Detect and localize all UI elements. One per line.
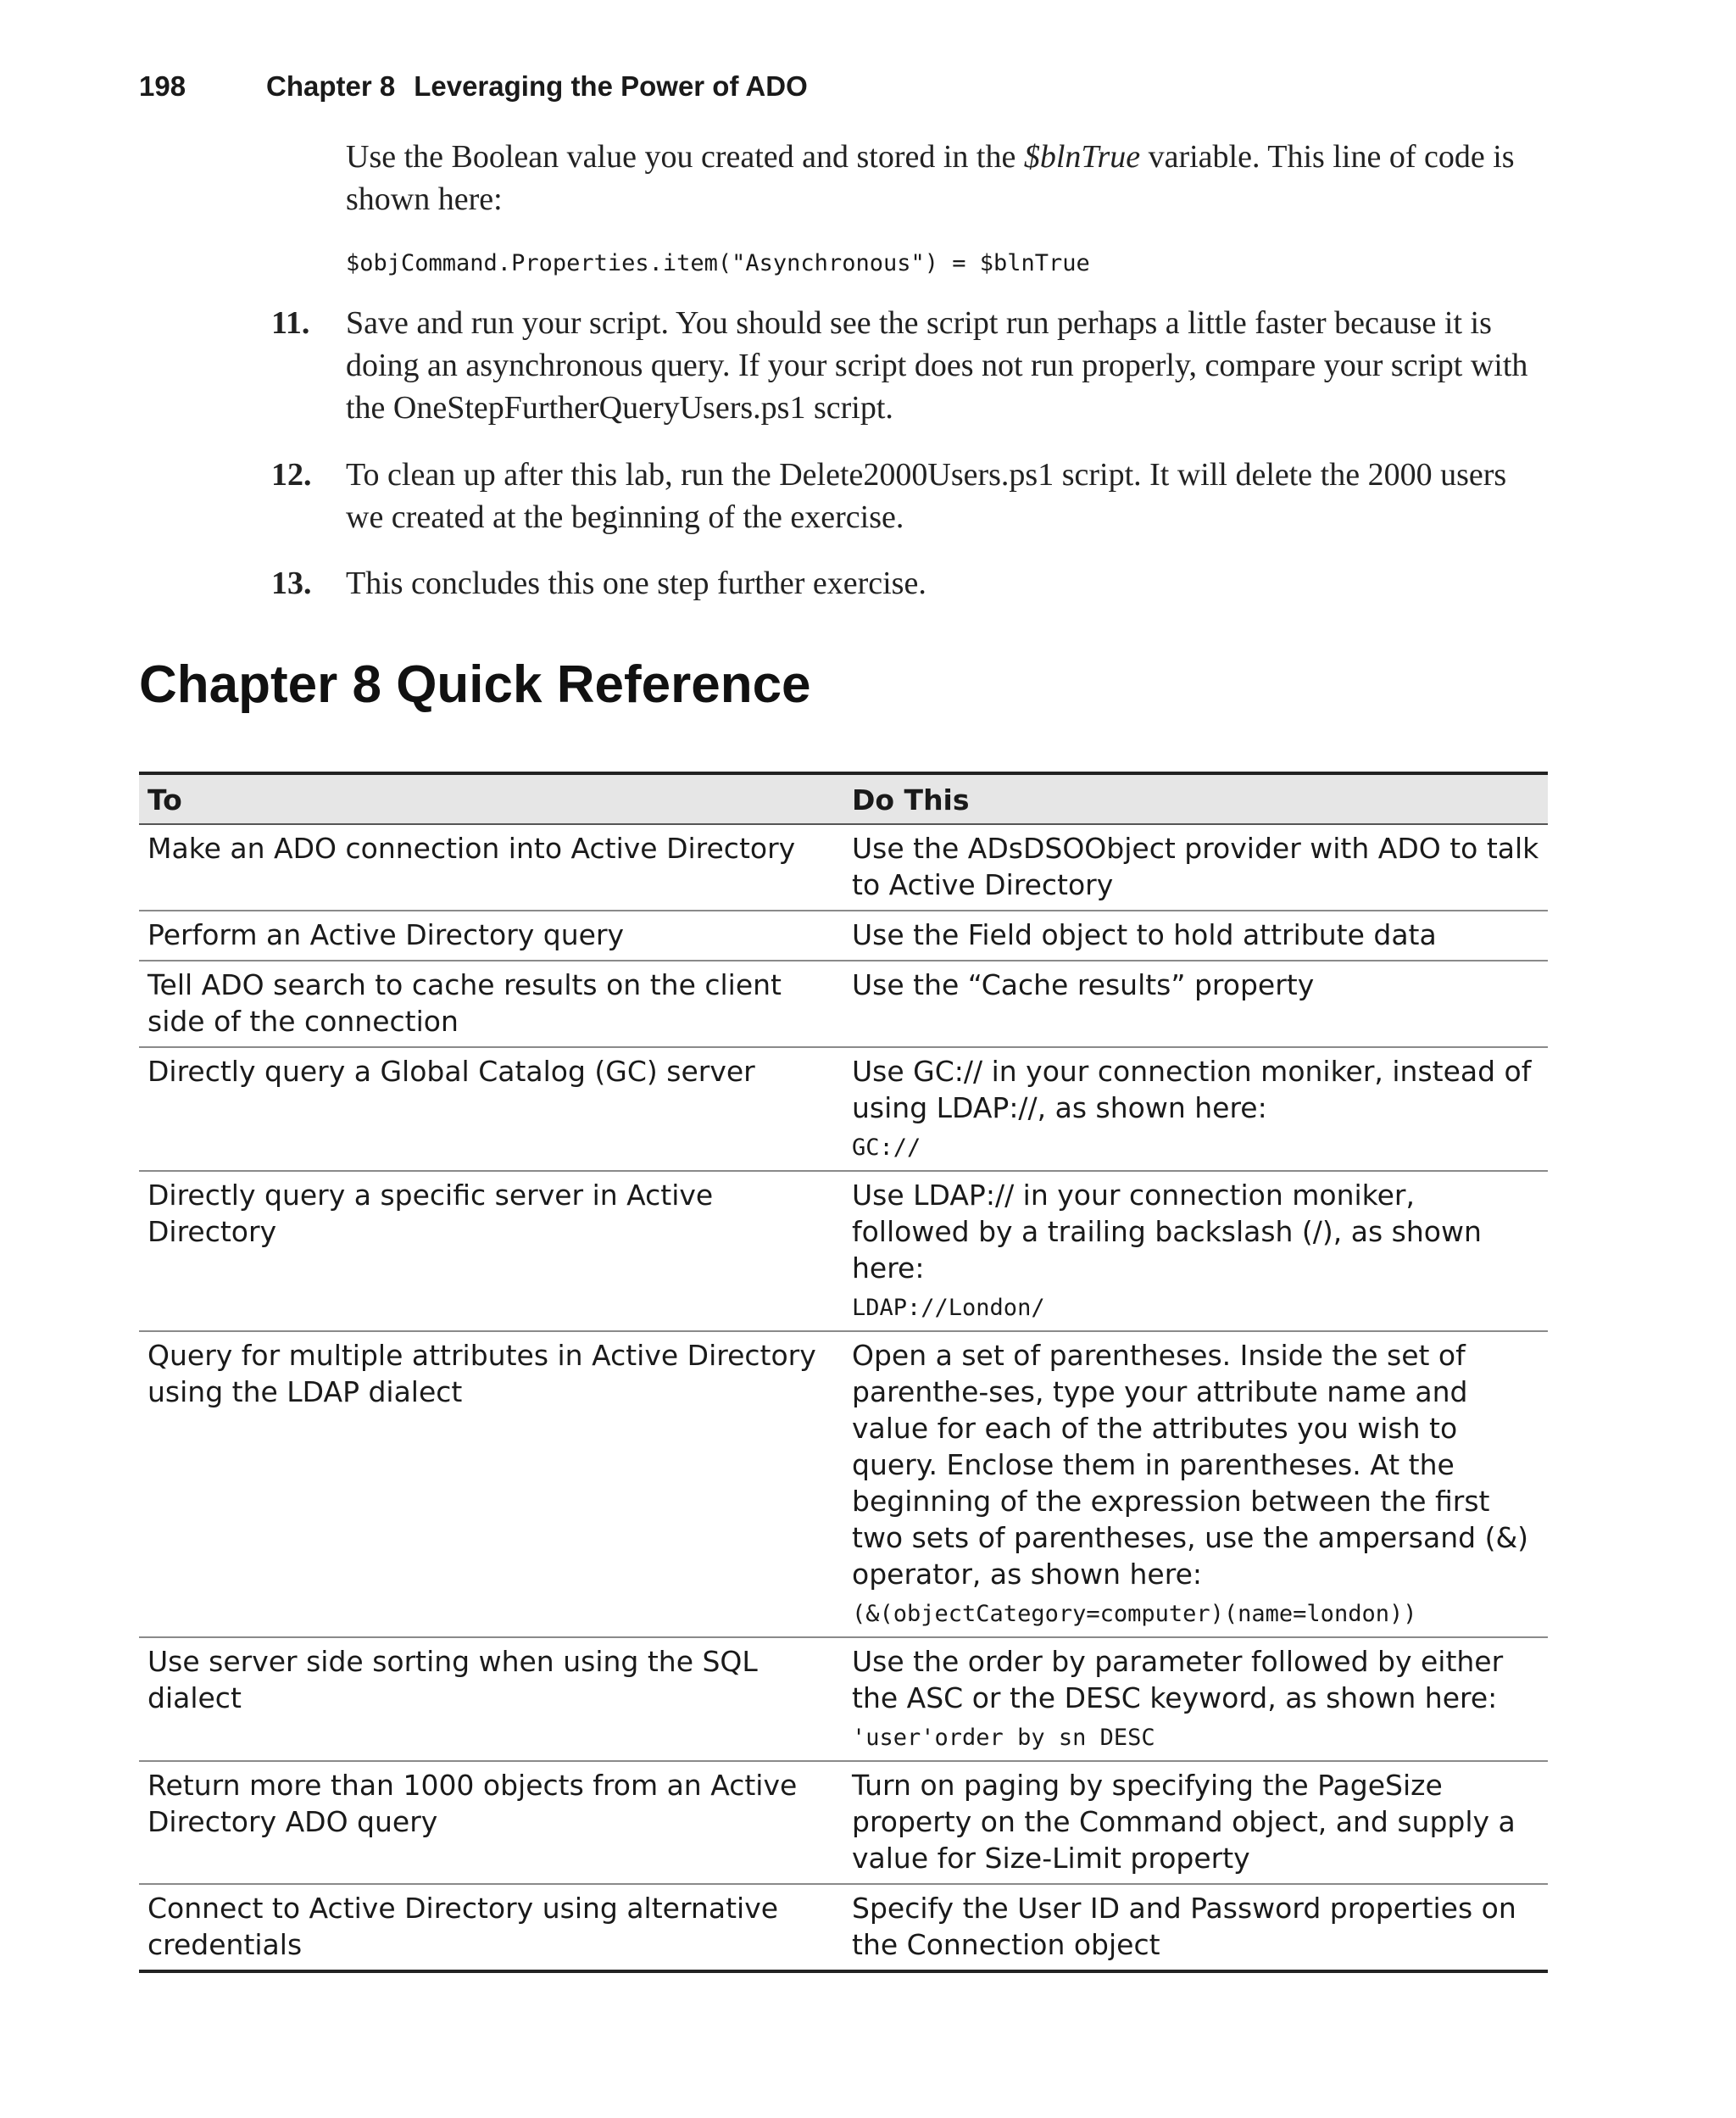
step-number: 11. <box>271 305 310 341</box>
intro-paragraph <box>346 136 1550 220</box>
cell-to: Directly query a Global Catalog (GC) server <box>139 1047 843 1171</box>
table-row <box>139 1171 1548 1331</box>
cell-do-text: Open a set of parentheses. Inside the set of parenthe-ses, type your attribute name and value for each of the attributes you wish to query. Enclose them in parentheses. At the beginning of the expression between the first two sets of parentheses, use the ampersand (&) operator, as shown here: <box>852 1339 1529 1591</box>
table-row <box>139 1761 1548 1884</box>
cell-code: (&(objectCategory=computer)(name=london)) <box>852 1601 1417 1627</box>
cell-code: 'user'order by sn DESC <box>852 1725 1155 1751</box>
intro-variable: $blnTrue <box>1023 139 1141 175</box>
cell-do-text: Specify the User ID and Password properties on the Connection object <box>852 1892 1516 1961</box>
step-text: To clean up after this lab, run the Delete2000Users.ps1 script. It will delete the 2000 users we created at the beginning of the exercise. <box>346 457 1507 535</box>
table-row <box>139 1331 1548 1637</box>
step-text: Save and run your script. You should see the script run perhaps a little faster because it is doing an asynchronous query. If your script does not run properly, compare your script with the OneStepFurtherQueryUsers.ps1 script. <box>346 305 1528 426</box>
cell-do <box>843 1171 1548 1331</box>
table-row <box>139 1884 1548 1971</box>
table-row <box>139 1047 1548 1171</box>
step-11 <box>271 302 1551 429</box>
quick-reference-table <box>139 772 1548 1973</box>
cell-to: Query for multiple attributes in Active Directory using the LDAP dialect <box>139 1331 843 1637</box>
cell-to: Connect to Active Directory using alternative credentials <box>139 1884 843 1971</box>
step-text: This concludes this one step further exercise. <box>346 566 926 601</box>
cell-do <box>843 1884 1548 1971</box>
table-row <box>139 911 1548 961</box>
intro-text-before: Use the Boolean value you created and stored in the <box>346 139 1024 175</box>
cell-do <box>843 911 1548 961</box>
cell-code: LDAP://London/ <box>852 1295 1045 1321</box>
cell-code: GC:// <box>852 1134 921 1161</box>
step-13 <box>271 562 1551 605</box>
step-number: 13. <box>271 566 312 601</box>
intro-code: $objCommand.Properties.item("Asynchronous") = $blnTrue <box>346 250 1090 276</box>
table-row <box>139 824 1548 911</box>
column-header-to: To <box>139 773 843 824</box>
section-title: Chapter 8 Quick Reference <box>139 655 811 714</box>
intro-text-after: variable. This line of code is shown here: <box>346 139 1515 217</box>
cell-do <box>843 1047 1548 1171</box>
cell-do <box>843 824 1548 911</box>
cell-to: Make an ADO connection into Active Directory <box>139 824 843 911</box>
cell-do <box>843 1761 1548 1884</box>
cell-do-text: Turn on paging by specifying the PageSize property on the Command object, and supply a value for Size-Limit property <box>852 1769 1516 1875</box>
cell-to: Return more than 1000 objects from an Active Directory ADO query <box>139 1761 843 1884</box>
step-12 <box>271 454 1551 538</box>
cell-do-text: Use the Field object to hold attribute data <box>852 918 1437 951</box>
column-header-do-this: Do This <box>843 773 1548 824</box>
cell-to: Tell ADO search to cache results on the client side of the connection <box>139 961 843 1047</box>
cell-do-text: Use GC:// in your connection moniker, instead of using LDAP://, as shown here: <box>852 1055 1532 1124</box>
cell-do-text: Use the ADsDSOObject provider with ADO to talk to Active Directory <box>852 832 1539 901</box>
cell-to: Use server side sorting when using the SQL dialect <box>139 1637 843 1761</box>
page-number: 198 <box>139 70 186 102</box>
cell-do-text: Use the “Cache results” property <box>852 968 1315 1001</box>
page-header <box>139 68 808 105</box>
table-row <box>139 1637 1548 1761</box>
cell-do <box>843 1331 1548 1637</box>
cell-do <box>843 1637 1548 1761</box>
cell-do <box>843 961 1548 1047</box>
table-header-row <box>139 773 1548 824</box>
cell-to: Perform an Active Directory query <box>139 911 843 961</box>
cell-to: Directly query a specific server in Active Directory <box>139 1171 843 1331</box>
cell-do-text: Use LDAP:// in your connection moniker, followed by a trailing backslash (/), as shown here: <box>852 1179 1482 1285</box>
chapter-label: Chapter 8 <box>266 70 396 102</box>
cell-do-text: Use the order by parameter followed by either the ASC or the DESC keyword, as shown here: <box>852 1645 1504 1714</box>
chapter-title: Leveraging the Power of ADO <box>414 70 808 102</box>
table-row <box>139 961 1548 1047</box>
step-number: 12. <box>271 457 312 493</box>
